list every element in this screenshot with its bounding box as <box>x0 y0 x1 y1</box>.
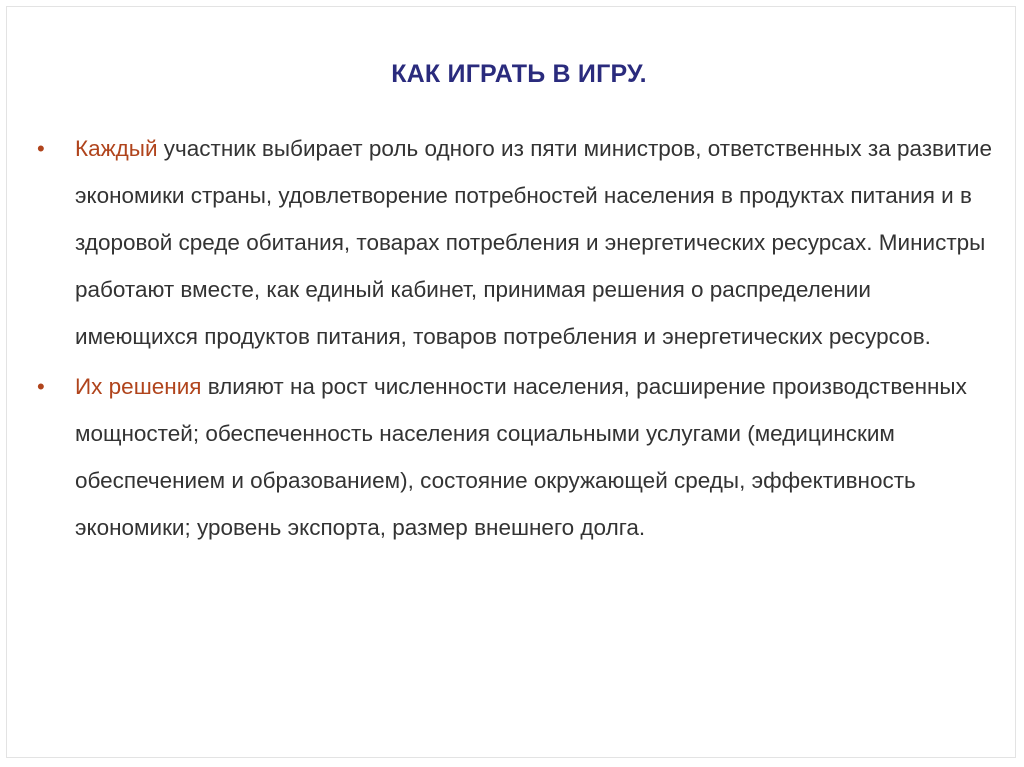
paragraph-body: влияют на рост численности населения, расширение производственных мощностей; обеспеченность населения социальными услугами (медицинским обеспечением и образованием), состояние окружающей среды, эффективность экономики; уровень экспорта, размер внешнего долга. <box>75 374 967 540</box>
bullet-marker: • <box>37 374 45 399</box>
slide-title: КАК ИГРАТЬ В ИГРУ. <box>391 60 647 88</box>
slide-frame <box>6 6 1016 758</box>
bullet-marker: • <box>37 136 45 161</box>
highlighted-lead-word: Каждый <box>75 136 158 161</box>
highlighted-lead-word: Их решения <box>75 374 202 399</box>
bullet-text <box>75 125 997 360</box>
paragraph-body: участник выбирает роль одного из пяти министров, ответственных за развитие экономики страны, удовлетворение потребностей населения в продуктах питания и в здоровой среде обитания, товарах потребления и энергетических ресурсах. Министры работают вместе, как единый кабинет, принимая решения о распределении имеющихся продуктов питания, товаров потребления и энергетических ресурсов. <box>75 136 992 349</box>
bullet-item <box>37 125 997 360</box>
bullet-item <box>37 363 997 551</box>
bullet-text <box>75 363 997 551</box>
bullet-list <box>37 125 997 551</box>
